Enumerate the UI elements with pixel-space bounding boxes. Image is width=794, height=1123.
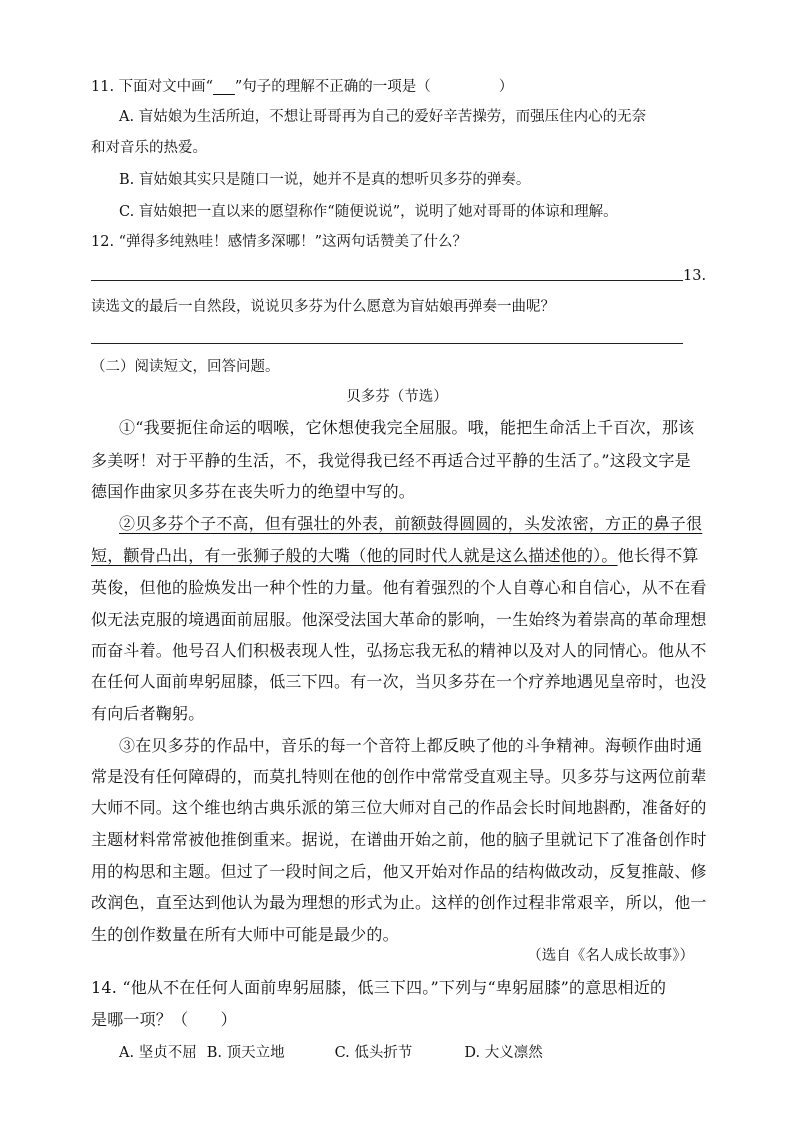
q12-answer-line[interactable]: [91, 280, 683, 281]
q13-answer-line[interactable]: [91, 343, 683, 344]
p2-line: 似无法克服的境遇面前屈服。他深受法国大革命的影响，一生始终为着崇高的革命理想: [91, 610, 707, 629]
p2-line: 而奋斗着。他号召人们积极表现人性，弘扬忘我无私的精神以及对人的同情心。他从不: [91, 641, 707, 660]
p3-line: 大师不同。这个维也纳古典乐派的第三位大师对自己的作品会长时间地斟酌，准备好的: [91, 798, 707, 817]
p3-line: ③在贝多芬的作品中，音乐的每一个音符上都反映了他的斗争精神。海顿作曲时通: [119, 736, 703, 755]
article-source: （选自《名人成长故事》）: [527, 948, 694, 964]
q11-stem-end: ）: [498, 79, 514, 95]
q11-stem: [91, 77, 703, 97]
q14-options: [119, 1043, 731, 1063]
q13-text: 读选文的最后一自然段，说说贝多芬为什么愿意为盲姑娘再弹奏一曲呢？: [91, 299, 555, 315]
q11-underline-mark: ___: [213, 79, 235, 95]
p2-line: [91, 546, 703, 566]
q14-option-b: B. 顶天立地: [206, 1045, 285, 1061]
q13-number: 13.: [683, 268, 707, 284]
p3-line: 生的创作数量在所有大师中可能是最少的。: [91, 925, 399, 944]
q14-option-c: C. 低头折节: [334, 1045, 413, 1061]
p2-line: 在任何人面前卑躬屈膝，低三下四。有一次，当贝多芬在一个疗养地遇见皇帝时，也没: [91, 672, 707, 691]
q11-option-a-line1: A. 盲姑娘为生活所迫，不想让哥哥再为自己的爱好辛苦操劳，而强压住内心的无奈: [119, 109, 647, 125]
p3-line: 用的构思和主题。但过了一段时间之后，他又开始对作品的结构做改动，反复推敲、修: [91, 862, 707, 881]
article-title: 贝多芬（节选）: [346, 389, 448, 405]
p2-line: 有向后者鞠躬。: [91, 704, 205, 723]
p1-line: 德国作曲家贝多芬在丧失听力的绝望中写的。: [91, 482, 416, 501]
q14-option-a: A. 坚贞不屈: [119, 1045, 197, 1061]
p2-underlined-line: ②贝多芬个子不高，但有强壮的外表，前额鼓得圆圆的，头发浓密，方正的鼻子很: [119, 514, 703, 533]
q12-text: 12. “弹得多纯熟哇！感情多深哪！”这两句话赞美了什么？: [91, 234, 467, 250]
p3-line: 主题材料常常被他推倒重来。据说，在谱曲开始之前，他的脑子里就记下了准备创作时: [91, 830, 707, 849]
q11-option-c: C. 盲姑娘把一直以来的愿望称作“随便说说”，说明了她对哥哥的体谅和理解。: [119, 204, 618, 220]
q11-stem-part: 11. 下面对文中画“: [91, 79, 214, 95]
q11-option-a-line2: 和对音乐的热爱。: [91, 140, 207, 156]
q11-option-b: B. 盲姑娘其实只是随口一说，她并不是真的想听贝多芬的弹奏。: [119, 172, 531, 188]
p2-underlined-sentence-end: 短，颧骨凸出，有一张狮子般的大嘴（他的同时代人就是这么描述他的）。: [91, 546, 618, 565]
q14-stem-line1: 14. “他从不在任何人面前卑躬屈膝，低三下四。”下列与“卑躬屈膝”的意思相近的: [91, 978, 667, 997]
p1-line: 多美呀！对于平静的生活，不，我觉得我已经不再适合过平静的生活了。”这段文字是: [91, 451, 691, 470]
p3-line: 常是没有任何障碍的，而莫扎特则在他的创作中常常受直观主导。贝多芬与这两位前辈: [91, 767, 707, 786]
p3-line: 改润色，直至达到他认为最为理想的形式为止。这样的创作过程非常艰辛，所以，他一: [91, 893, 707, 912]
q14-stem-line2: 是哪一项？（ ）: [91, 1010, 237, 1029]
q14-option-d: D. 大义凛然: [464, 1045, 543, 1061]
p2-line: 英俊，但他的脸焕发出一种个性的力量。他有着强烈的个人自尊心和自信心，从不在看: [91, 578, 707, 597]
section-heading: （二）阅读短文，回答问题。: [91, 359, 280, 375]
q11-stem-part: ”句子的理解不正确的一项是（: [234, 79, 431, 95]
p1-line: ①“我要扼住命运的咽喉，它休想使我完全屈服。哦，能把生命活上千百次，那该: [119, 418, 695, 437]
p2-line-tail: 他长得不算: [617, 546, 699, 565]
